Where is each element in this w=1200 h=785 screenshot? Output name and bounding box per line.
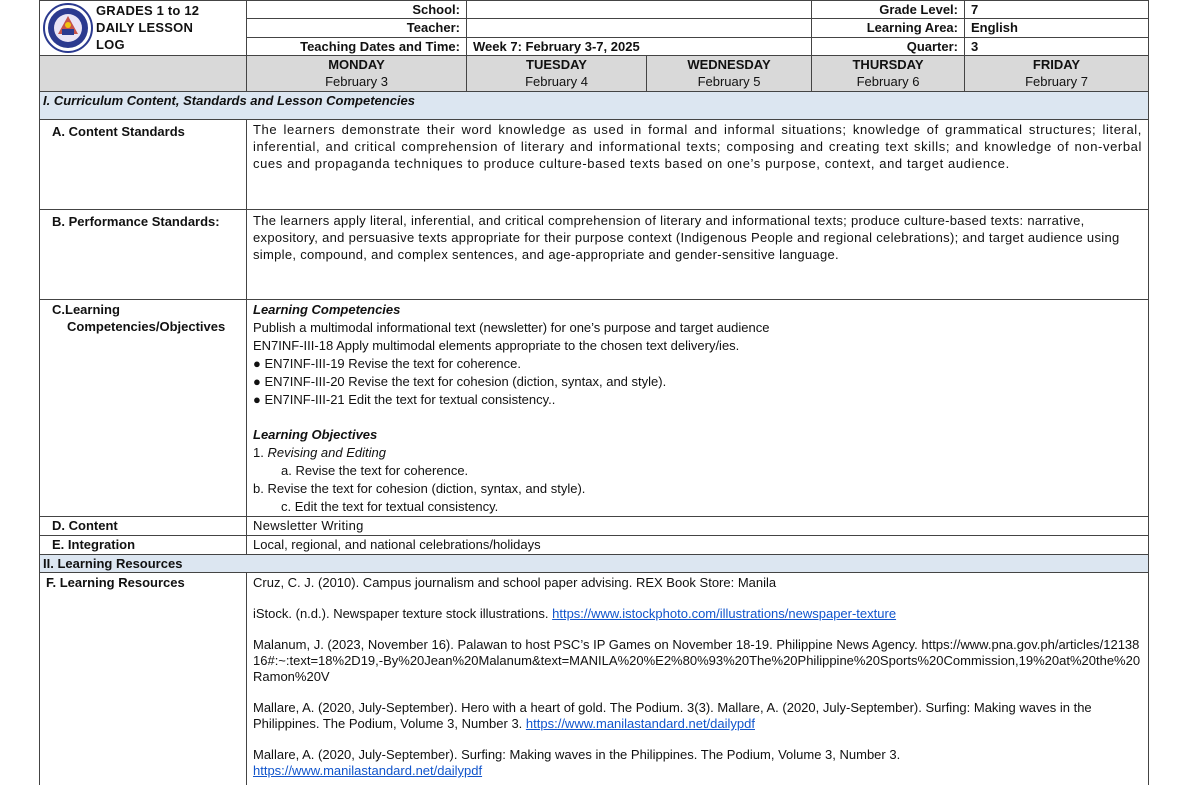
reference-4-link[interactable]: https://www.manilastandard.net/dailypdf	[525, 716, 755, 731]
learning-area-label: Learning Area:	[812, 19, 965, 37]
learning-area-value[interactable]: English	[965, 19, 1149, 37]
reference-5-text: Mallare, A. (2020, July-September). Surfing: Making waves in the Philippines. The Podium, Volume 3, Number 3.	[253, 747, 901, 762]
grade-level-value[interactable]: 7	[965, 1, 1149, 19]
lc-bullet: ● EN7INF-III-21 Edit the text for textual consistency..	[253, 392, 556, 407]
dates-label: Teaching Dates and Time:	[247, 37, 467, 55]
reference-2	[253, 606, 1142, 622]
lc-line1: Publish a multimodal informational text (newsletter) for one’s purpose and target audience	[253, 320, 770, 335]
grades-label: GRADES 1 to 12	[96, 3, 200, 18]
day-name: THURSDAY	[852, 57, 924, 72]
daily-lesson-log-table	[39, 0, 1149, 785]
lo-item1-text: Revising and Editing	[267, 445, 386, 460]
competencies-content	[247, 300, 1149, 517]
day-date: February 6	[856, 74, 920, 89]
content-standards-label: A. Content Standards	[40, 120, 247, 210]
competencies-label	[40, 300, 247, 517]
lc-bullet: ● EN7INF-III-19 Revise the text for coherence.	[253, 356, 521, 371]
performance-standards-text: The learners apply literal, inferential, and critical comprehension of literary and informational texts; produce culture-based texts: narrative, expository, and persuasive texts appropriate for their purpose context (Indigenous People and regional celebrations); and target audience using simple, compound, and complex sentences, and age-appropriate and gender-sensitive language.	[247, 210, 1149, 300]
reference-3: Malanum, J. (2023, November 16). Palawan to host PSC’s IP Games on November 18-19. Philippine News Agency. https://www.pna.gov.ph/articles/1213816#:~:text=18%2D19,-By%20Jean%20Malanum&text=MANILA%20%E2%80%93%20The%20Philippine%20Sports%20Commission,19%20at%20the%20Ramon%20V	[253, 637, 1141, 684]
lc-line2: EN7INF-III-18 Apply multimodal elements appropriate to the chosen text delivery/ies.	[253, 338, 740, 353]
lo-heading: Learning Objectives	[253, 427, 378, 442]
dates-value[interactable]: Week 7: February 3-7, 2025	[467, 37, 812, 55]
resources-content	[247, 573, 1149, 785]
reference-4-text: Mallare, A. (2020, July-September). Hero with a heart of gold. The Podium. 3(3). Mallare, A. (2020, July-September). Surfing: Making waves in the Philippines. The Podium, Volume 3, Number 3.	[253, 700, 1092, 731]
grade-level-label: Grade Level:	[812, 1, 965, 19]
reference-2-link[interactable]: https://www.istockphoto.com/illustrations/newspaper-texture	[552, 606, 897, 621]
section-2-title: II. Learning Resources	[40, 555, 1149, 573]
quarter-value[interactable]: 3	[965, 37, 1149, 55]
reference-2-text: iStock. (n.d.). Newspaper texture stock illustrations.	[253, 606, 553, 621]
day-monday	[247, 56, 467, 92]
day-wednesday	[647, 56, 812, 92]
lc-bullet: ● EN7INF-III-20 Revise the text for cohesion (diction, syntax, and style).	[253, 374, 667, 389]
competencies-label-line1: C.Learning	[52, 302, 120, 317]
reference-5	[253, 747, 1142, 779]
day-tuesday	[467, 56, 647, 92]
integration-value: Local, regional, and national celebrations/holidays	[247, 536, 1149, 555]
header-logo-cell	[40, 1, 247, 56]
reference-1: Cruz, C. J. (2010). Campus journalism and school paper advising. REX Book Store: Manila	[253, 575, 777, 590]
teacher-label: Teacher:	[247, 19, 467, 37]
deped-seal-icon	[40, 1, 96, 55]
teacher-field[interactable]	[467, 19, 812, 37]
log-title-line1: DAILY LESSON	[96, 20, 194, 35]
content-value: Newsletter Writing	[247, 517, 1149, 536]
day-name: TUESDAY	[526, 57, 587, 72]
day-name: FRIDAY	[1032, 57, 1081, 72]
log-title-line2: LOG	[96, 37, 125, 52]
lo-b: b. Revise the text for cohesion (diction, syntax, and style).	[253, 481, 586, 496]
school-label: School:	[247, 1, 467, 19]
reference-5-link[interactable]: https://www.manilastandard.net/dailypdf	[253, 763, 483, 778]
performance-standards-label: B. Performance Standards:	[40, 210, 247, 300]
competencies-label-line2: Competencies/Objectives	[67, 319, 226, 334]
day-name: WEDNESDAY	[687, 57, 771, 72]
lo-a: a. Revise the text for coherence.	[281, 463, 469, 478]
school-field[interactable]	[467, 1, 812, 19]
integration-label: E. Integration	[40, 536, 247, 555]
header-title	[96, 1, 199, 53]
quarter-label: Quarter:	[812, 37, 965, 55]
section-1-title: I. Curriculum Content, Standards and Lesson Competencies	[40, 92, 1149, 120]
day-thursday	[812, 56, 965, 92]
day-name: MONDAY	[328, 57, 385, 72]
day-friday	[965, 56, 1149, 92]
content-label: D. Content	[40, 517, 247, 536]
day-date: February 7	[1025, 74, 1088, 89]
reference-4	[253, 700, 1142, 732]
lo-item1	[253, 444, 1142, 462]
resources-label: F. Learning Resources	[40, 573, 247, 785]
day-date: February 5	[697, 74, 761, 89]
day-date: February 4	[525, 74, 588, 89]
day-date: February 3	[325, 74, 388, 89]
days-corner-cell	[40, 56, 247, 92]
lo-c: c. Edit the text for textual consistency.	[281, 499, 499, 514]
lo-item1-num: 1.	[253, 445, 264, 460]
content-standards-text: The learners demonstrate their word knowledge as used in formal and informal situations; knowledge of grammatical structures; literal, inferential, and critical comprehension of literary and informational texts; composing and creating text skills; and knowledge of non-verbal cues and propaganda techniques to produce culture-based texts based on one’s purpose, context, and target audience.	[247, 120, 1149, 210]
lc-heading: Learning Competencies	[253, 302, 401, 317]
